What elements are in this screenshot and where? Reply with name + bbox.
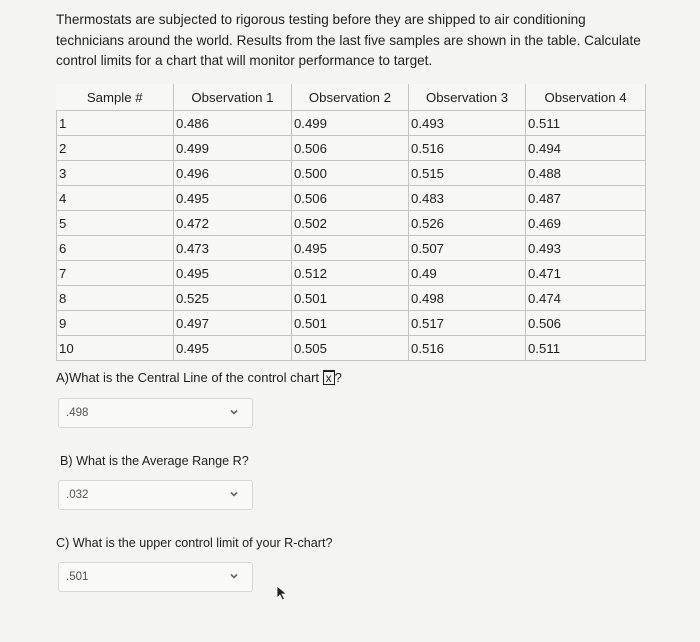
table-row: [57, 336, 646, 361]
cell-observation-2: 0.500: [291, 161, 408, 186]
table-row: [57, 311, 646, 336]
cell-sample: 6: [57, 236, 174, 261]
answer-c-value: .501: [66, 571, 89, 583]
cell-observation-2: 0.501: [291, 311, 408, 336]
header-observation-2: Observation 2: [291, 84, 408, 111]
answer-c-dropdown[interactable]: [58, 562, 253, 592]
chevron-down-icon: [228, 570, 240, 582]
cell-observation-2: 0.499: [291, 111, 408, 136]
cell-observation-3: 0.515: [408, 161, 525, 186]
question-a-suffix: ?: [334, 370, 342, 385]
cell-observation-1: 0.473: [173, 236, 291, 261]
question-b: B) What is the Average Range R?: [60, 454, 249, 468]
cell-observation-1: 0.499: [173, 136, 291, 161]
answer-a-value: .498: [66, 407, 89, 419]
table-row: [57, 136, 646, 161]
mouse-pointer-icon: [276, 585, 288, 601]
table-row: [57, 286, 646, 311]
answer-b-dropdown[interactable]: [58, 480, 253, 510]
cell-observation-1: 0.486: [173, 111, 291, 136]
answer-a-dropdown[interactable]: [58, 398, 253, 428]
observations-table: [56, 84, 646, 361]
cell-observation-2: 0.506: [291, 136, 408, 161]
cell-observation-3: 0.507: [408, 236, 525, 261]
cell-observation-3: 0.483: [408, 186, 525, 211]
cell-observation-4: 0.493: [526, 236, 646, 261]
cell-observation-4: 0.511: [526, 111, 646, 136]
cell-observation-1: 0.496: [173, 161, 291, 186]
cell-sample: 5: [57, 211, 174, 236]
cell-sample: 3: [57, 161, 174, 186]
cell-observation-4: 0.487: [526, 186, 646, 211]
cell-observation-4: 0.469: [526, 211, 646, 236]
x-bar-symbol: x: [323, 370, 335, 385]
cell-observation-1: 0.495: [173, 336, 291, 361]
cell-sample: 8: [57, 286, 174, 311]
cell-observation-4: 0.511: [526, 336, 646, 361]
cell-sample: 2: [57, 136, 174, 161]
header-observation-1: Observation 1: [173, 84, 291, 111]
cell-observation-4: 0.506: [526, 311, 646, 336]
chevron-down-icon: [228, 488, 240, 500]
cell-observation-4: 0.488: [526, 161, 646, 186]
cell-observation-4: 0.474: [526, 286, 646, 311]
cell-observation-1: 0.525: [173, 286, 291, 311]
cell-observation-1: 0.497: [173, 311, 291, 336]
header-observation-4: Observation 4: [526, 84, 646, 111]
cell-sample: 10: [57, 336, 174, 361]
cell-observation-2: 0.502: [291, 211, 408, 236]
cell-observation-4: 0.494: [526, 136, 646, 161]
cell-observation-2: 0.501: [291, 286, 408, 311]
table-row: [57, 211, 646, 236]
question-a: [56, 370, 342, 385]
cell-sample: 1: [57, 111, 174, 136]
cell-observation-2: 0.495: [291, 236, 408, 261]
question-a-text: A)What is the Central Line of the control chart: [56, 370, 323, 385]
cell-observation-1: 0.495: [173, 261, 291, 286]
problem-statement: Thermostats are subjected to rigorous testing before they are shipped to air conditioning technicians around the world. Results from the last five samples are shown in the table. Calculate control limits for a chart that will monitor performance to target.: [56, 12, 641, 68]
cell-observation-3: 0.517: [408, 311, 525, 336]
cell-observation-1: 0.495: [173, 186, 291, 211]
cell-sample: 9: [57, 311, 174, 336]
table-row: [57, 186, 646, 211]
cell-observation-3: 0.516: [408, 136, 525, 161]
table-row: [57, 261, 646, 286]
header-observation-3: Observation 3: [408, 84, 525, 111]
table-row: [57, 161, 646, 186]
cell-observation-2: 0.506: [291, 186, 408, 211]
table-row: [57, 236, 646, 261]
cell-observation-3: 0.493: [408, 111, 525, 136]
answer-b-value: .032: [66, 489, 89, 501]
table-header-row: [57, 84, 646, 111]
cell-observation-3: 0.516: [408, 336, 525, 361]
cell-observation-3: 0.498: [408, 286, 525, 311]
cell-observation-3: 0.526: [408, 211, 525, 236]
cell-observation-2: 0.512: [291, 261, 408, 286]
cell-observation-2: 0.505: [291, 336, 408, 361]
cell-observation-4: 0.471: [526, 261, 646, 286]
cell-sample: 4: [57, 186, 174, 211]
question-c: C) What is the upper control limit of your R-chart?: [56, 536, 333, 550]
cell-observation-3: 0.49: [408, 261, 525, 286]
cell-sample: 7: [57, 261, 174, 286]
table-row: [57, 111, 646, 136]
cell-observation-1: 0.472: [173, 211, 291, 236]
header-sample: Sample #: [57, 84, 174, 111]
chevron-down-icon: [228, 406, 240, 418]
